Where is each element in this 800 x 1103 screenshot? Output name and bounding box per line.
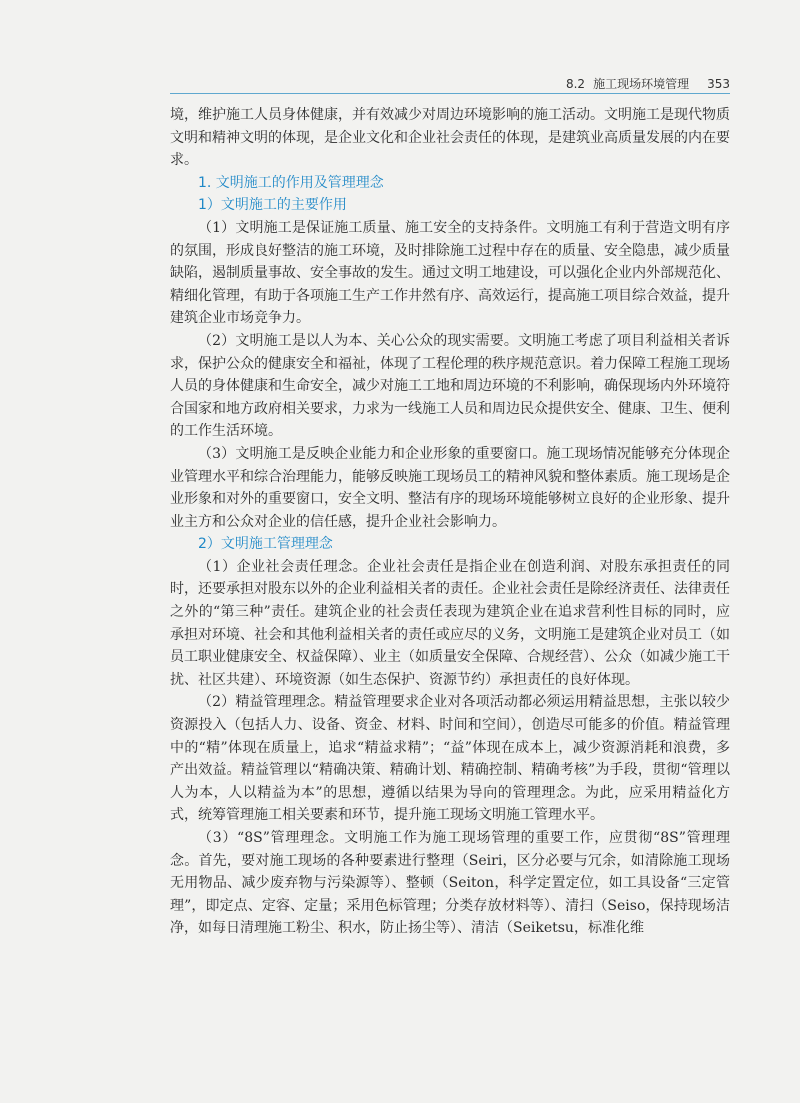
paragraph-role-2: （2）文明施工是以人为本、关心公众的现实需要。文明施工考虑了项目利益相关者诉求，保护公众的健康安全和福祉，体现了工程伦理的秩序规范意识。着力保障工程施工现场人员的身体健康和生命安全，减少对施工工地和周边环境的不利影响，确保现场内外环境符合国家和地方政府相关要求，力求为一线施工人员和周边民众提供安全、健康、卫生、便利的工作生活环境。 [170,332,730,440]
paragraph-role-3: （3）文明施工是反映企业能力和企业形象的重要窗口。施工现场情况能够充分体现企业管理水平和综合治理能力，能够反映施工现场员工的精神风貌和整体素质。施工现场是企业形象和对外的重要窗口，安全文明、整洁有序的现场环境能够树立良好的企业形象、提升业主方和公众对企业的信任感，提升企业社会影响力。 [170,445,730,530]
paragraph-concept-1: （1）企业社会责任理念。企业社会责任是指企业在创造利润、对股东承担责任的同时，还要承担对股东以外的企业利益相关者的责任。企业社会责任是除经济责任、法律责任之外的“第三种”责任。建筑企业的社会责任表现为建筑企业在追求营利性目标的同时，应承担对环境、社会和其他利益相关者的责任或应尽的义务，文明施工是建筑企业对员工（如员工职业健康安全、权益保障）、业主（如质量安全保障、合规经营）、公众（如减少施工干扰、社区共建）、环境资源（如生态保护、资源节约）承担责任的良好体现。 [170,558,730,688]
header-text [566,75,730,92]
paragraph-concept-2: （2）精益管理理念。精益管理要求企业对各项活动都必须运用精益思想，主张以较少资源投入（包括人力、设备、资金、材料、时间和空间），创造尽可能多的价值。精益管理中的“精”体现在质量上，追求“精益求精”；“益”体现在成本上，减少资源消耗和浪费，多产出效益。精益管理以“精确决策、精确计划、精确控制、精确考核”为手段，贯彻“管理以人为本，人以精益为本”的思想，遵循以结果为导向的管理理念。为此，应采用精益化方式，统筹管理施工相关要素和环节，提升施工现场文明施工管理水平。 [170,694,730,824]
running-header [170,75,730,95]
heading-level-1: 1. 文明施工的作用及管理理念 [198,174,384,191]
heading-management-concepts: 2）文明施工管理理念 [198,536,333,553]
paragraph-continued: 境，维护施工人员身体健康，并有效减少对周边环境影响的施工活动。文明施工是现代物质文明和精神文明的体现，是企业文化和企业社会责任的体现，是建筑业高质量发展的内在要求。 [170,107,730,169]
heading-main-roles: 1）文明施工的主要作用 [198,197,347,214]
paragraph-role-1: （1）文明施工是保证施工质量、施工安全的支持条件。文明施工有利于营造文明有序的氛围，形成良好整洁的施工环境，及时排除施工过程中存在的质量、安全隐患，减少质量缺陷，遏制质量事故、安全事故的发生。通过文明工地建设，可以强化企业内外部规范化、精细化管理，有助于各项施工生产工作井然有序、高效运行，提高施工项目综合效益，提升建筑企业市场竞争力。 [170,219,730,327]
section-number: 8.2 [565,77,586,91]
page-number: 353 [707,77,730,91]
header-rule [170,93,730,94]
paragraph-concept-3: （3）“8S”管理理念。文明施工作为施工现场管理的重要工作，应贯彻“8S”管理理念。首先，要对施工现场的各种要素进行整理（Seiri，区分必要与冗余，如清除施工现场无用物品、减少废弃物与污染源等）、整顿（Seiton，科学定置定位，如工具设备“三定管理”，即定点、定容、定量；采用色标管理；分类存放材料等）、清扫（Seiso，保持现场洁净，如每日清理施工粉尘、积水，防止扬尘等）、清洁（Seiketsu，标准化维 [170,830,730,937]
section-title: 施工现场环境管理 [593,77,690,91]
page-body [170,104,730,940]
